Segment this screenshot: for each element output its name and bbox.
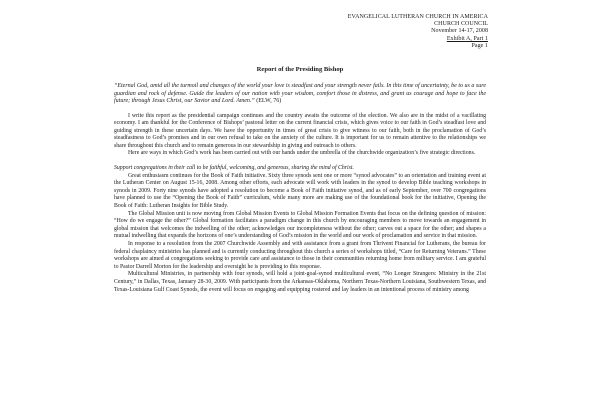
header-exhibit: Exhibit A, Part 1 xyxy=(446,35,488,42)
report-body xyxy=(114,66,486,294)
header-council: CHURCH COUNCIL xyxy=(434,21,488,28)
strategic-direction-heading: Support congregations in their call to be faithful, welcoming, and generous, sharing the mind of Christ. xyxy=(114,165,354,172)
opening-prayer xyxy=(114,83,486,106)
header-organization: EVANGELICAL LUTHERAN CHURCH IN AMERICA xyxy=(347,14,488,20)
report-paragraphs xyxy=(114,113,486,295)
paragraph-global-mission: The Global Mission unit is now moving from Global Mission Events to Global Mission Formation Events that focus on the defining question of mission: “How do we engage the other?” Global formation facilitates a paradigm change in this church by encouraging members to move towards an engagement in global mission that welcomes the indwelling of the other; acknowledges our incompleteness without the other; carves out a space for the other; and shapes a mutual indwelling that expands the horizons of one’s understanding of God’s mission in the world and our work of proclamation and service in that mission. xyxy=(114,210,486,240)
prayer-reference: (ELW, 76) xyxy=(256,98,282,104)
paragraph-multicultural: Multicultural Ministries, in partnership with four synods, will hold a joint-goal-synod multicultural event, “No Longer Strangers: Ministry in the 21st Century,” in Dallas, Texas, January 28-30, 2009. With participants from the Arkansas-Oklahoma, Northern Texas-Northern Louisiana, Southwestern Texas, and Texas-Louisiana Gulf Coast Synods, the event will focus on engaging and equipping rostered and lay leaders in an intentional process of ministry among xyxy=(114,271,486,293)
document-header xyxy=(348,14,488,50)
paragraph-intro: I write this report as the presidential campaign continues and the country awaits the outcome of the election. We also are in the midst of a vacillating economy. I am thankful for the Conference of Bishops’ pastoral letter on the current financial crisis, which gives voice to our faith in God’s steadfast love and guiding strength in these uncertain days. We have the opportunity in times of great crisis to give witness to our faith, both in the proclamation of God’s steadfastness to God’s promises and in our own refusal to take on the anxiety of the culture. It is important for us to remain attentive to the relationships we share throughout this church and to remain generous in our stewardship in giving and outreach to others. xyxy=(114,112,486,149)
header-page-number: Page 1 xyxy=(471,42,488,49)
header-date: November 14-17, 2008 xyxy=(431,28,488,35)
paragraph-book-of-faith: Great enthusiasm continues for the Book of Faith initiative. Sixty three synods sent one or more “synod advocates” to an orientation and training event at the Lutheran Center on August 15-16, 2008. Among other efforts, each advocate will work with leaders in the synod to develop Bible teaching workshops in synods in 2009. Forty nine synods have adopted a resolution to become a Book of Faith initiative synod, and as of early September, over 700 congregations have planned to use the “Opening the Book of Faith” curriculum, while many more are making use of the foundational book for the initiative, Opening the Book of Faith: Lutheran Insights for Bible Study. xyxy=(114,172,486,210)
prayer-text: “Eternal God, amid all the turmoil and changes of the world your love is steadfast and your strength never fails. In this time of uncertainty, be to us a sure guardian and rock of defense. Guide the leaders of our nation with your wisdom, comfort those in distress, and grant us courage and hope to face the future; through Jesus Christ, our Savior and Lord. Amen.” xyxy=(114,83,486,104)
paragraph-veterans: In response to a resolution from the 2007 Churchwide Assembly and with assistance from a grant from Thrivent Financial for Lutherans, the bureau for federal chaplaincy ministries has planned and is currently conducting throughout this church a series of workshops titled, “Care for Returning Veterans.” These workshops are aimed at congregations seeking to provide care and assistance to those in their communities returning home from military service. I am grateful to Pastor Darrell Morton for the leadership and oversight he is providing to this response. xyxy=(114,241,486,270)
paragraph-ways: Here are ways in which God’s work has been carried out with our hands under the umbrella of the churchwide organization’s five strategic directions. xyxy=(128,150,476,157)
report-title: Report of the Presiding Bishop xyxy=(256,66,344,73)
